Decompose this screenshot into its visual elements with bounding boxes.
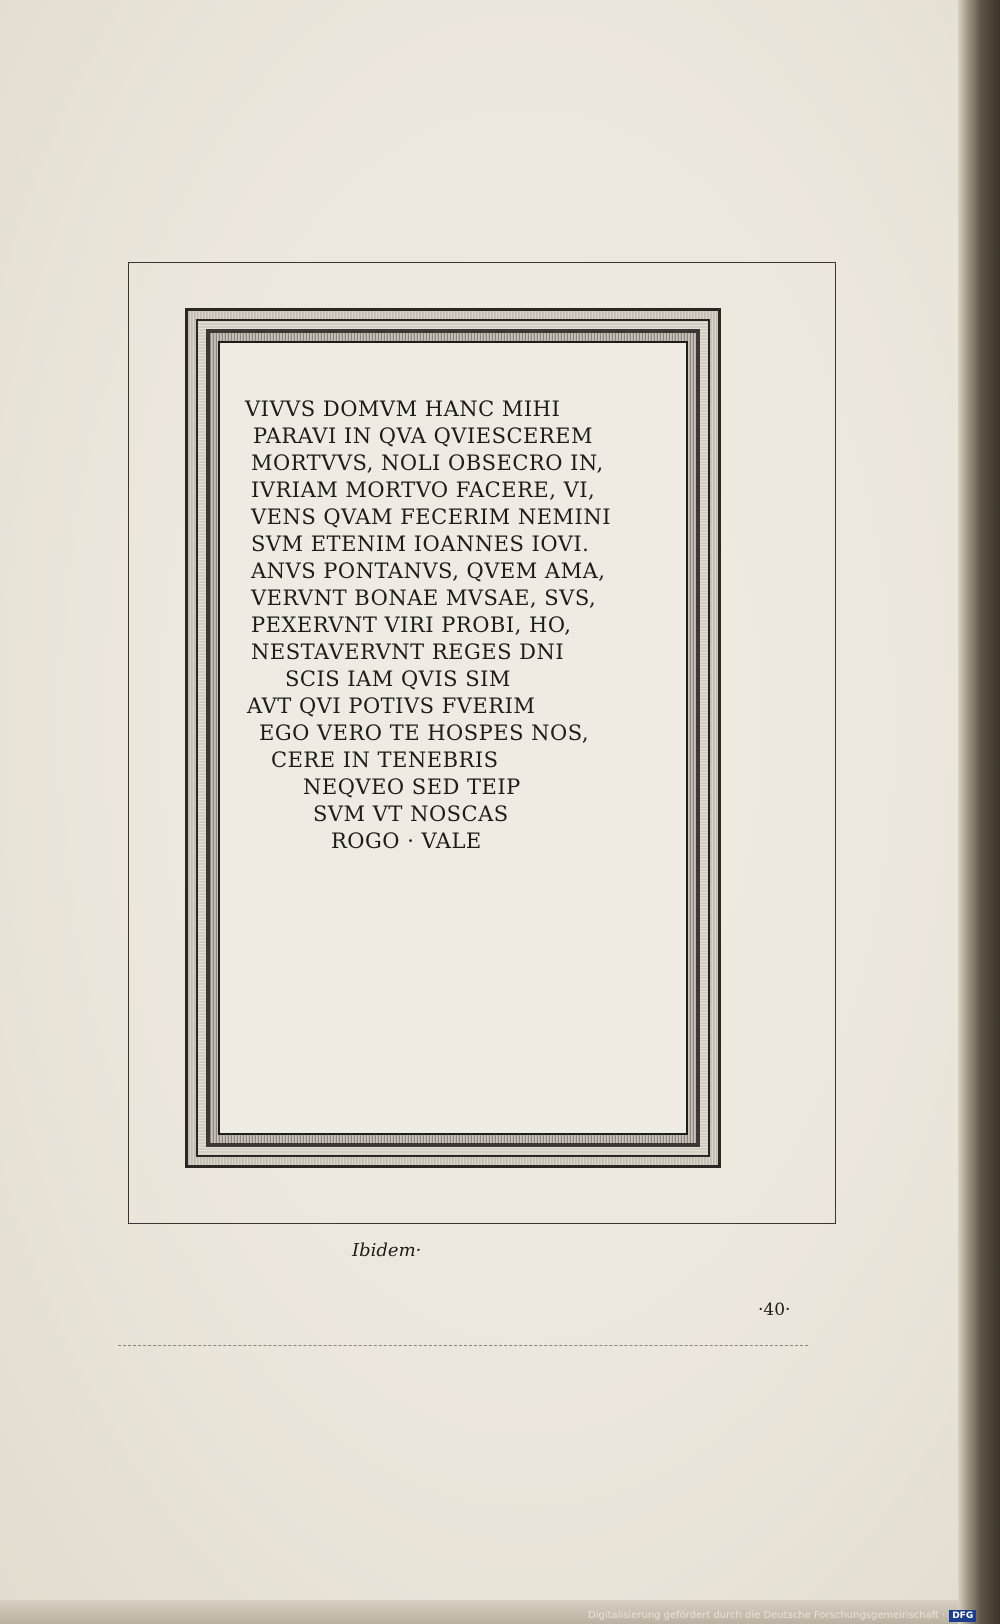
inscription-line: VERVNT BONAE MVSAE, SVS, bbox=[251, 586, 597, 610]
inscription-line: VENS QVAM FECERIM NEMINI bbox=[251, 505, 611, 529]
inscription-line: ANVS PONTANVS, QVEM AMA, bbox=[251, 559, 606, 583]
epitaph-inscription bbox=[245, 396, 685, 855]
dfg-logo: DFG bbox=[949, 1610, 976, 1622]
inscription-line: AVT QVI POTIVS FVERIM bbox=[247, 694, 536, 718]
inscription-line: SCIS IAM QVIS SIM bbox=[285, 667, 511, 691]
inscription-line: SVM VT NOSCAS bbox=[313, 802, 509, 826]
inscription-line: NEQVEO SED TEIP bbox=[303, 775, 521, 799]
inscription-line: VIVVS DOMVM HANC MIHI bbox=[245, 397, 561, 421]
inscription-line: ROGO · VALE bbox=[331, 829, 482, 853]
bottom-rule bbox=[118, 1345, 808, 1346]
book-edge bbox=[958, 0, 1000, 1624]
page-number: ·40· bbox=[758, 1300, 791, 1320]
plate-caption: Ibidem· bbox=[352, 1240, 422, 1261]
inscription-line: SVM ETENIM IOANNES IOVI. bbox=[251, 532, 590, 556]
footer-text: Digitalisierung gefördert durch die Deutsche Forschungsgemeinschaft · bbox=[588, 1610, 946, 1621]
inscription-line: PARAVI IN QVA QVIESCEREM bbox=[253, 424, 594, 448]
inscription-line: IVRIAM MORTVO FACERE, VI, bbox=[251, 478, 596, 502]
inscription-line: MORTVVS, NOLI OBSECRO IN, bbox=[251, 451, 604, 475]
inscription-line: PEXERVNT VIRI PROBI, HO, bbox=[251, 613, 572, 637]
digitization-footer bbox=[588, 1607, 976, 1624]
inscription-line: NESTAVERVNT REGES DNI bbox=[251, 640, 565, 664]
inscription-line: EGO VERO TE HOSPES NOS, bbox=[259, 721, 590, 745]
inscription-line: CERE IN TENEBRIS bbox=[271, 748, 499, 772]
